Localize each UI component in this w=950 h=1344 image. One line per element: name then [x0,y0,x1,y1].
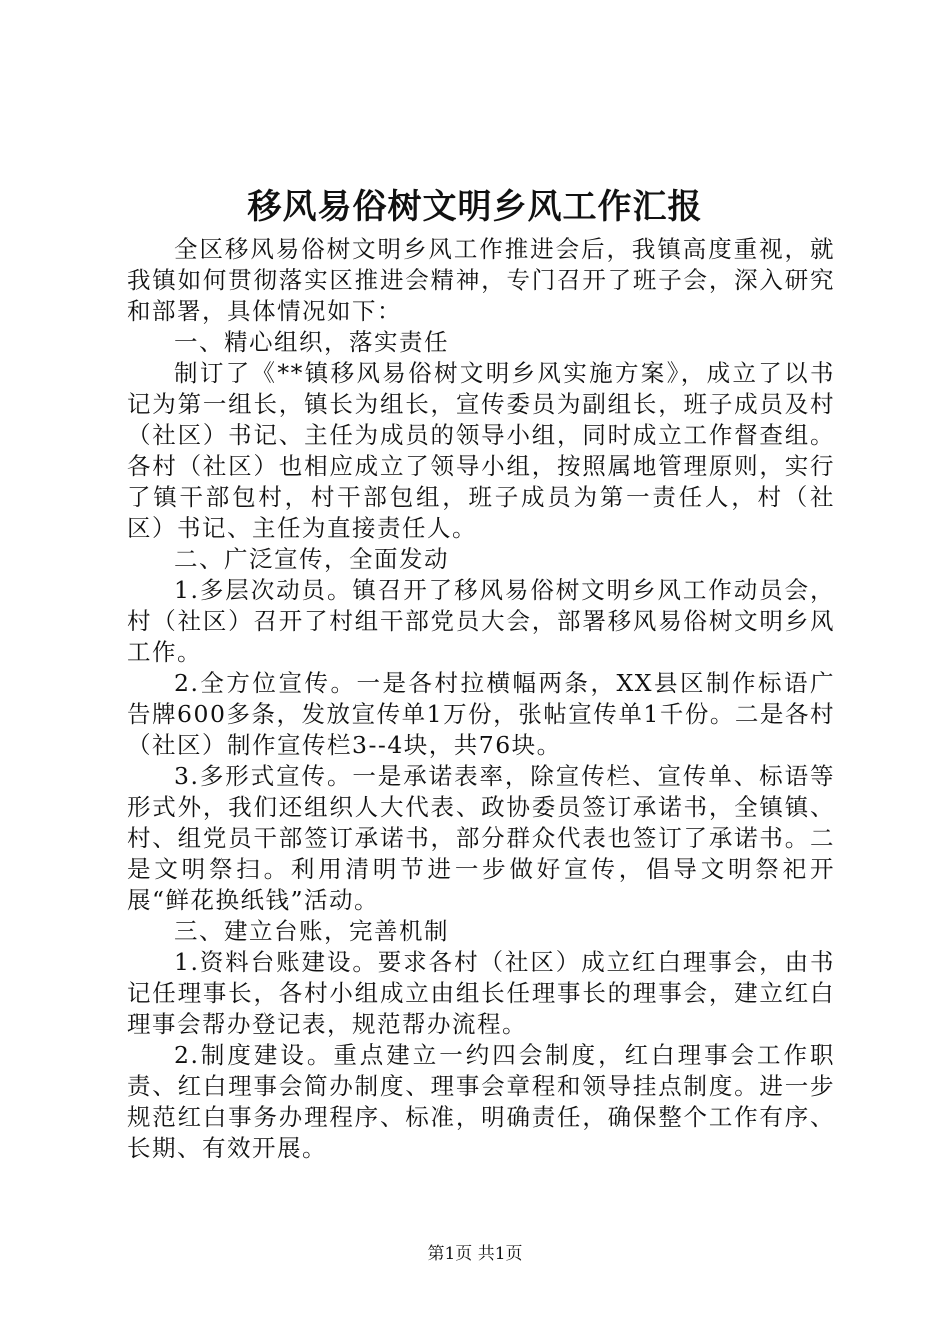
document-title: 移风易俗树文明乡风工作汇报 [247,187,703,227]
section-heading-3: 三、建立台账，完善机制 [174,917,449,945]
page-footer: 第1页 共1页 [427,1244,523,1264]
paragraph-systems: 2.制度建设。重点建立一约四会制度，红白理事会工作职责、红白理事会简办制度、理事会章程和领导挂点制度。进一步规范红白事务办理程序、标准，明确责任，确保整个工作有序、长期、有效开展。 [127,1041,835,1162]
paragraph-publicity: 2.全方位宣传。一是各村拉横幅两条，XX县区制作标语广告牌600多条，发放宣传单1万份，张帖宣传单1千份。二是各村（社区）制作宣传栏3--4块，共76块。 [127,669,835,759]
document-body [127,234,835,1164]
section-heading-2: 二、广泛宣传，全面发动 [174,545,449,573]
paragraph-multi-form-publicity: 3.多形式宣传。一是承诺表率，除宣传栏、宣传单、标语等形式外，我们还组织人大代表、政协委员签订承诺书，全镇镇、村、组党员干部签订承诺书，部分群众代表也签订了承诺书。二是文明祭扫。利用清明节进一步做好宣传，倡导文明祭祀开展“鲜花换纸钱”活动。 [127,762,835,914]
section-heading-1: 一、精心组织，落实责任 [174,328,449,356]
paragraph-intro: 全区移风易俗树文明乡风工作推进会后，我镇高度重视，就我镇如何贯彻落实区推进会精神，专门召开了班子会，深入研究和部署，具体情况如下： [127,235,835,325]
paragraph-records: 1.资料台账建设。要求各村（社区）成立红白理事会，由书记任理事长，各村小组成立由组长任理事长的理事会，建立红白理事会帮办登记表，规范帮办流程。 [127,948,835,1038]
paragraph-mobilization: 1.多层次动员。镇召开了移风易俗树文明乡风工作动员会，村（社区）召开了村组干部党员大会，部署移风易俗树文明乡风工作。 [127,576,835,666]
paragraph-organization: 制订了《**镇移风易俗树文明乡风实施方案》，成立了以书记为第一组长，镇长为组长，宣传委员为副组长，班子成员及村（社区）书记、主任为成员的领导小组，同时成立工作督查组。各村（社区）也相应成立了领导小组，按照属地管理原则，实行了镇干部包村，村干部包组，班子成员为第一责任人，村（社区）书记、主任为直接责任人。 [127,359,835,542]
